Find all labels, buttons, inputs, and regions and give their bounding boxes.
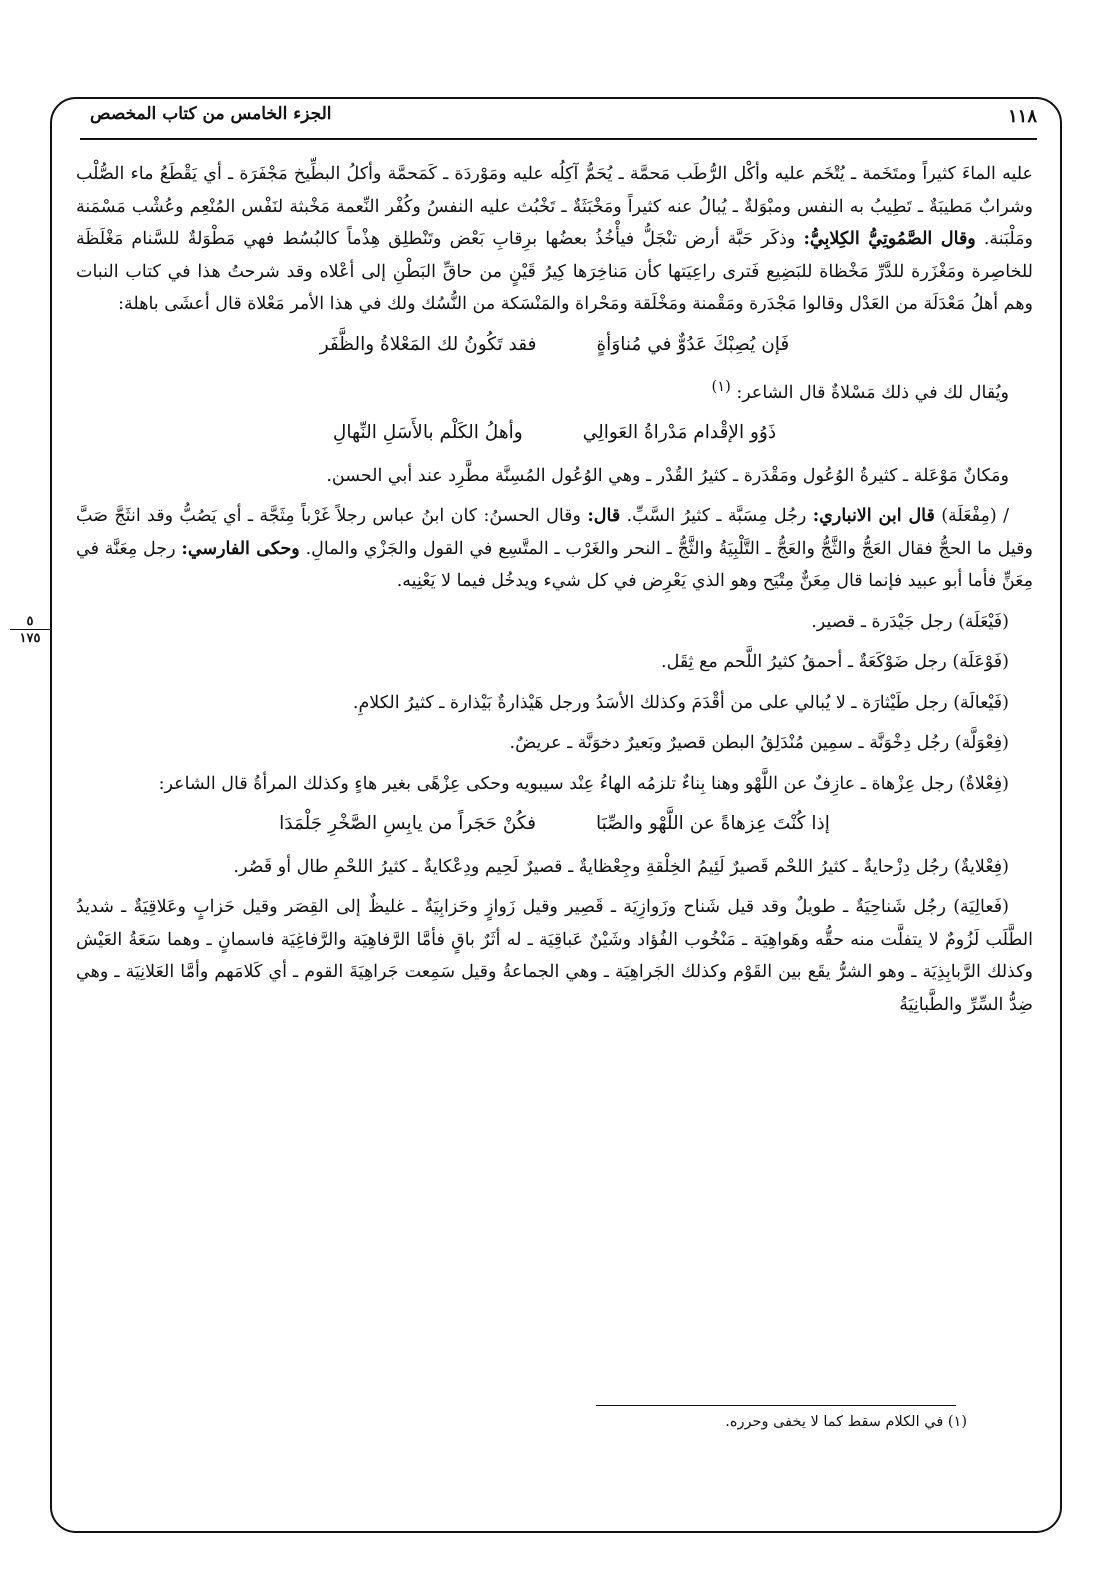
footnote-text: في الكلام سقط كما لا يخفى وحرره.	[725, 1414, 944, 1430]
paragraph	[76, 500, 1033, 598]
text-span: رجل مِعَنَّة في مِعَنٍّ فأما أبو عبيد فإنما قال مِعَنٌّ مِتْيَح وهو الذي يَعْرِض في كل شيء ويدخُل فيما لا يَعْنِيه.	[76, 538, 1033, 592]
verse-line	[76, 808, 1033, 841]
text-span: ويُقال لك في ذلك مَسْلاةٌ قال الشاعر:	[736, 382, 1009, 403]
verse-hemistich: فَإن يُصِبْكَ عَدُوٌّ في مُناوَأةٍ	[596, 333, 790, 355]
text-span: وذكَر حَبَّة أرض تنْجَلُّ فيأْخُذُ بعضُها برِقابِ بَعْض وتَنْطلِق هِذْماً كالبُسُط فهي مَطْوَلةٌ للسَّنام مَغْلَظَة للخاصِرة ومَغْزَرة للدَّرِّ مَخْظاة للبَضِيع فَترى راعِيَتها كأن مَناخِرَها كِيرُ قَيْنٍ من حاقِّ البَطْنِ إلى أعْلاه وقد شرحتُ هذا في كتاب النبات وهم أهلُ مَعْدَلَة من العَدْل وقالوا مَجْدَرة ومَقْمنة ومَخْلَقة ومَحْراة والمَنْسَكة من النُّسُك ولك في هذا الأمر مَعْلاة قال أعشَى باهلة:	[76, 229, 1033, 314]
text-span: / (مِفْعَلَة)	[941, 506, 1009, 527]
paragraph: (فَعالِيَة) رجُل شَناحِيَةٌ ـ طويلٌ وقد قيل شَناح وزَوازِيَة ـ قَصِير وقيل زَوازٍ وحَزابِيَةٌ ـ غليظٌ إلى القِصَر وقيل حَزابٍ وعَلاقِيَةٌ ـ شديدُ الطَّلَب لَزُومٌ لا يتفلَّت منه حقُّه وهَواهِيَة ـ مَنْخُوب الفُؤاد وشَيْنٌ عَباقِيَة ـ له أثَرٌ باقٍ فأمَّا الرَّفاهِيَة والرَّفاغِيَة فاسمانٍ ـ وهما سَعَةُ العَيْش وكذلك الرَّبابِذِيَة ـ وهو الشرُّ يقَع بين القَوْم وكذلك الجَراهِيَة ـ وهي الجماعةُ وقيل سَمِعت جَراهِيَةَ القوم ـ أي كَلامَهم وأمَّا العَلانِيَة ـ وهي ضِدُّ السِّرِّ والطَّبانِيَةُ	[76, 897, 1033, 1015]
main-text	[76, 158, 1033, 1029]
paragraph: (فِعْلاةٌ) رجل عِزْهاة ـ عازِفٌ عن اللَّهْو وهنا بِناءٌ تلزمُه الهاءُ عِنْد سيبويه وحكى عِزْهًى بغير هاءٍ وكذلك المرأةُ قال الشاعر:	[158, 773, 1009, 794]
margin-reference	[10, 615, 50, 646]
footnote-marker: (١)	[711, 378, 731, 395]
page-number: ١١٨	[1007, 106, 1037, 127]
footnote-rule	[596, 1405, 956, 1406]
paragraph	[76, 371, 1033, 409]
footnote-number: (١)	[947, 1414, 967, 1430]
verse-line	[76, 329, 1033, 362]
margin-ref-top: ٥	[26, 614, 34, 629]
speaker-name: قال:	[587, 506, 621, 527]
paragraph: (فَيْعَلَة) رجل جَيْدَرة ـ قصير.	[811, 611, 1009, 632]
footnote	[725, 1414, 967, 1430]
paragraph: (فَيْعالَة) رجل طَيْثارَة ـ لا يُبالي على من أقْدَمَ وكذلك الأسَدُ ورجل هَيْذارةٌ بَيْذارة ـ كثيرُ الكلامِ.	[352, 692, 1009, 713]
verse-hemistich: فكُنْ حَجَراً من يابِسِ الصَّخْرِ جَلْمَدَا	[279, 813, 536, 835]
verse-line	[76, 417, 1033, 450]
verse-hemistich: وأهلُ الكَلْم بالأَسَلِ النِّهالِ	[332, 422, 523, 444]
speaker-name: قال ابن الانباري:	[812, 506, 935, 527]
paragraph: (فِعْوَلَّة) رجُل دِخْوَنَّة ـ سمِين مُنْدَلِقُ البطن قصيرٌ وبَعيرٌ دخوَنَّة ـ عريضٌ.	[509, 733, 1009, 754]
paragraph: ومَكانٌ مَوْعَلة ـ كثيرةُ الوُعُول ومَقْدَرة ـ كثيرُ القُدْر ـ وهي الوُعُول المُسِنَّة مطَّرِد عند أبي الحسن.	[326, 465, 1009, 486]
text-span: عليه الماءَ كثيراً ومتَخَمة ـ يُتْخَم عليه وأكْل الرُّطَب مَحمَّة ـ يُحَمُّ آكِلُه عليه ومَوْردَة ـ كَمَحمَّة وأكلُ البطِّيخ مَجْفَرَة ـ أي يَقْطَعُ ماء الصُّلْب وشرابٌ مَطيبَةٌ ـ تَطِيبُ به النفس ومبْوَلةٌ ـ يُبالُ عنه كثيراً ومَخْبَثَةٌ ـ تَخْبُث عليه النفسُ وكُفْر النِّعمة مَخْبثة لنَفْس المُنْعِم وعُشْب مَسْمَنة ومَلْبَنة.	[76, 164, 1033, 249]
verse-hemistich: إذا كُنْتَ عِزهاةً عن اللَّهْو والصِّبَا	[595, 813, 830, 835]
text-span: رجُل مِسَبَّة ـ كثيرُ السَّبِّ.	[626, 506, 807, 527]
running-title: الجزء الخامس من كتاب المخصص	[90, 104, 332, 124]
verse-hemistich: فقد تَكُونُ لك المَعْلاةُ والظَّفَر	[319, 333, 537, 355]
paragraph: (فَوْعَلَة) رجل ضَوْكَعَةٌ ـ أحمقُ كثيرُ اللَّحم مع ثِقَل.	[661, 652, 1009, 673]
text-span: وقال الحسنُ: كان ابنُ عباس رجلاً غَرْباً مِثَجَّة ـ أي يَصُبُّ وقد انثَجَّ صَبَّ وقيل ما الحجُّ فقال العَجُّ والثَّجُّ والعَجُّ ـ التَّلْبِيَةُ والثَّجُّ ـ النحر والغَرْب ـ المتَّسِع في القول والجَزْي والمالِ.	[76, 506, 1033, 559]
header-rule	[80, 138, 1037, 140]
margin-ref-bottom: ١٧٥	[10, 629, 50, 646]
paragraph	[76, 158, 1033, 321]
speaker-name: وقال الصَّمُوتِيُّ الكِلابِيُّ:	[803, 229, 976, 249]
verse-hemistich: ذَوُو الإقْدام مَدْراةُ العَوالِي	[582, 422, 777, 444]
speaker-name: وحكى الفارسي:	[181, 538, 300, 559]
paragraph: (فِعْلايةٌ) رجُل دِزْحايةٌ ـ كثيرُ اللحْم قَصيرٌ لَئِيمُ الخِلْقةِ وجِعْظايةٌ ـ قصيرٌ لَحِيم ودِعْكايةٌ ـ كثيرُ اللحْمِ طال أو قَصُر.	[233, 856, 1009, 877]
